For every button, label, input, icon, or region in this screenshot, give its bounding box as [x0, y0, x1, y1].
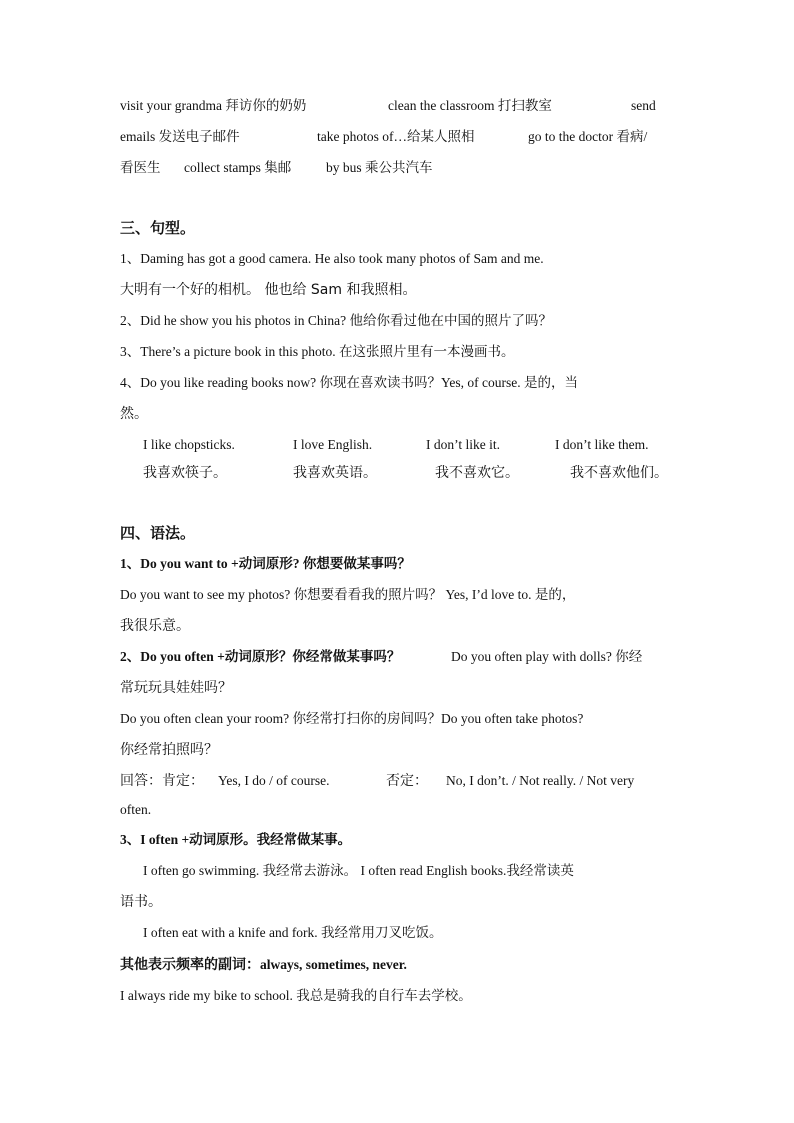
grammar-example: I often eat with a knife and fork. 我经常用刀叉吃饭。	[143, 925, 443, 940]
section-heading: 三、句型。	[120, 219, 196, 237]
example-sentence: I don’t like it.	[426, 437, 500, 452]
sentence-translation: 大明有一个好的相机。 他也给 Sam 和我照相。	[120, 282, 417, 298]
sentence: 4、Do you like reading books now? 你现在喜欢读书吗？Yes, of course. 是的，当	[120, 375, 578, 390]
section-heading: 四、语法。	[120, 524, 196, 542]
vocab-item: clean the classroom 打扫教室	[388, 98, 552, 113]
grammar-example: I often go swimming. 我经常去游泳。 I often read English books.我经常读英	[143, 863, 574, 878]
vocab-item: go to the doctor 看病/	[528, 129, 648, 144]
example-sentence: I like chopsticks.	[143, 437, 235, 452]
vocab-item: send	[631, 98, 656, 113]
grammar-example: 我很乐意。	[120, 618, 190, 634]
document-page	[120, 0, 680, 1123]
example-translation: 我不喜欢它。	[435, 465, 519, 481]
vocab-item: 看医生	[120, 160, 161, 175]
answer-line-tail: often.	[120, 802, 152, 817]
frequency-example: I always ride my bike to school. 我总是骑我的自行车去学校。	[120, 988, 472, 1003]
answer-positive: Yes, I do / of course.	[218, 773, 330, 788]
grammar-example: Do you want to see my photos? 你想要看看我的照片吗？ Yes, I’d love to. 是的，	[120, 587, 576, 602]
frequency-adverbs-title	[120, 955, 680, 976]
sentence: 然。	[120, 406, 148, 422]
grammar-example: Do you often play with dolls? 你经	[451, 649, 643, 664]
grammar-example: Do you often clean your room? 你经常打扫你的房间吗？Do you often take photos?	[120, 711, 584, 726]
vocab-item: by bus 乘公共汽车	[326, 160, 433, 175]
grammar-example: 你经常拍照吗？	[120, 742, 218, 758]
example-translation: 我不喜欢他们。	[570, 465, 668, 481]
sentence: 3、There’s a picture book in this photo. 在这张照片里有一本漫画书。	[120, 344, 515, 359]
answer-label: 回答：肯定：	[120, 773, 204, 789]
sentence: 2、Did he show you his photos in China? 他给你看过他在中国的照片了吗？	[120, 313, 552, 328]
frequency-title-en: always, sometimes, never.	[260, 957, 407, 972]
example-translation: 我喜欢英语。	[293, 465, 377, 481]
vocab-item: collect stamps 集邮	[184, 160, 292, 175]
grammar-rule-title: 3、I often +动词原形。我经常做某事。	[120, 832, 352, 847]
grammar-rule-title: 2、Do you often +动词原形？你经常做某事吗？	[120, 649, 401, 664]
vocab-item: take photos of…给某人照相	[317, 129, 475, 144]
answer-negative: No, I don’t. / Not really. / Not very	[446, 773, 635, 788]
vocab-item: visit your grandma 拜访你的奶奶	[120, 98, 307, 113]
example-translation: 我喜欢筷子。	[143, 465, 227, 481]
frequency-title-zh: 其他表示频率的副词：	[120, 957, 260, 973]
vocab-item: emails 发送电子邮件	[120, 129, 240, 144]
grammar-rule-title: 1、Do you want to +动词原形? 你想要做某事吗？	[120, 556, 411, 571]
example-sentence: I love English.	[293, 437, 373, 452]
example-sentence: I don’t like them.	[555, 437, 649, 452]
grammar-example: 语书。	[120, 894, 162, 910]
sentence: 1、Daming has got a good camera. He also took many photos of Sam and me.	[120, 251, 544, 266]
answer-negative-label: 否定：	[386, 773, 428, 789]
grammar-example: 常玩玩具娃娃吗？	[120, 680, 232, 696]
